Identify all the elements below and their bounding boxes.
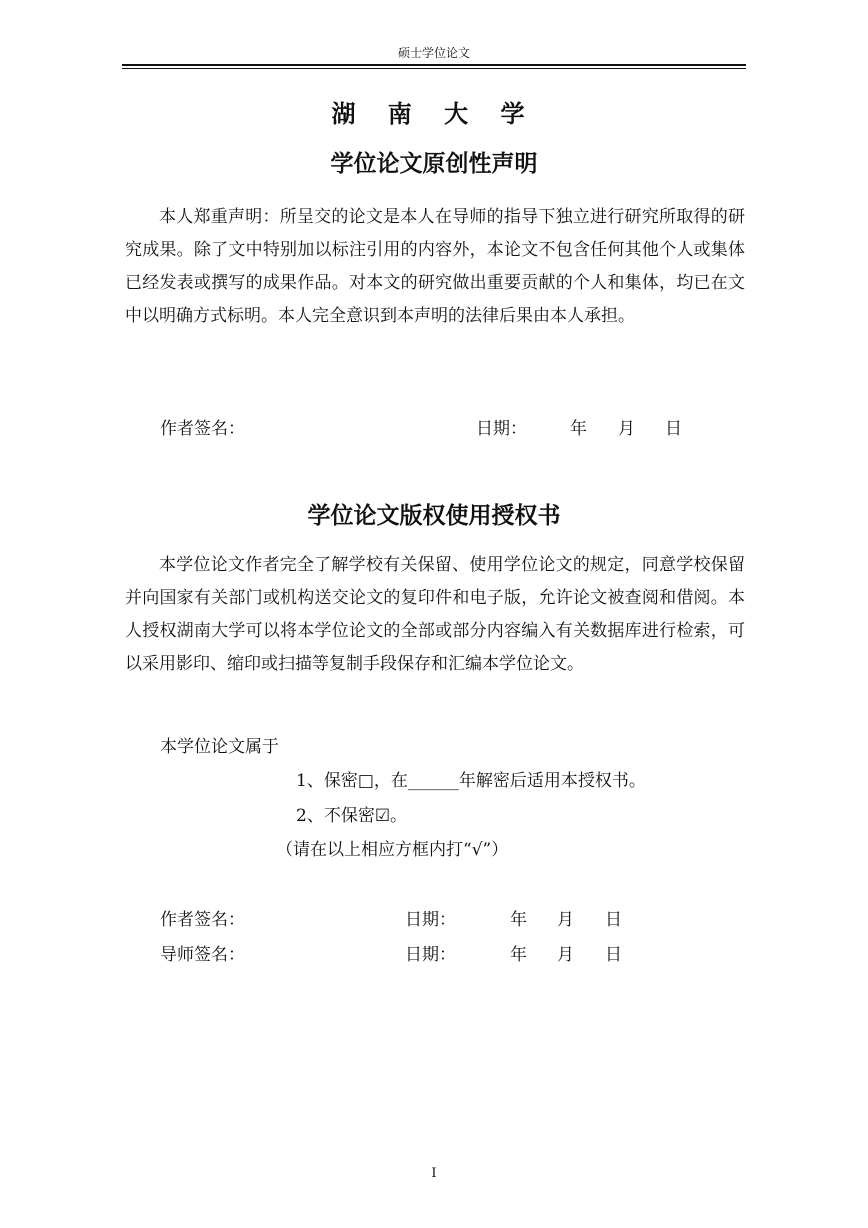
authorization-option-2: 2、不保密☑。: [296, 806, 408, 826]
declaration-month: 月: [618, 419, 635, 439]
declaration-day: 日: [665, 419, 682, 439]
declaration-date-label: 日期：: [476, 419, 527, 439]
authorization-belongs: 本学位论文属于: [160, 737, 279, 757]
author-sign-label: 作者签名：: [160, 910, 245, 930]
declaration-title: 学位论文原创性声明: [330, 151, 538, 177]
page-number: I: [431, 1166, 437, 1181]
author-date-label: 日期：: [405, 910, 456, 930]
authorization-note: （请在以上相应方框内打“√”）: [276, 840, 509, 860]
advisor-sign-label: 导师签名：: [160, 945, 245, 965]
declaration-sign-label: 作者签名：: [160, 419, 245, 439]
advisor-year: 年: [510, 945, 527, 965]
header-rule-thin: [122, 68, 746, 69]
advisor-month: 月: [557, 945, 574, 965]
university-name: 湖 南 大 学: [331, 100, 537, 128]
running-header: 硕士学位论文: [397, 46, 470, 60]
declaration-year: 年: [570, 419, 587, 439]
declaration-body: 本人郑重声明：所呈交的论文是本人在导师的指导下独立进行研究所取得的研究成果。除了文中特别加以标注引用的内容外，本论文不包含任何其他个人或集体已经发表或撰写的成果作品。对本文的研究做出重要贡献的个人和集体，均已在文中以明确方式标明。本人完全意识到本声明的法律后果由本人承担。: [125, 207, 745, 326]
header-rule-thick: [122, 64, 746, 66]
advisor-date-label: 日期：: [405, 945, 456, 965]
author-year: 年: [510, 910, 527, 930]
authorization-title: 学位论文版权使用授权书: [307, 503, 561, 529]
authorization-option-1: 1、保密□，在______年解密后适用本授权书。: [296, 771, 646, 791]
author-day: 日: [605, 910, 622, 930]
author-month: 月: [557, 910, 574, 930]
advisor-day: 日: [605, 945, 622, 965]
authorization-body: 本学位论文作者完全了解学校有关保留、使用学位论文的规定，同意学校保留并向国家有关部门或机构送交论文的复印件和电子版，允许论文被查阅和借阅。本人授权湖南大学可以将本学位论文的全部或部分内容编入有关数据库进行检索，可以采用影印、缩印或扫描等复制手段保存和汇编本学位论文。: [125, 555, 745, 674]
